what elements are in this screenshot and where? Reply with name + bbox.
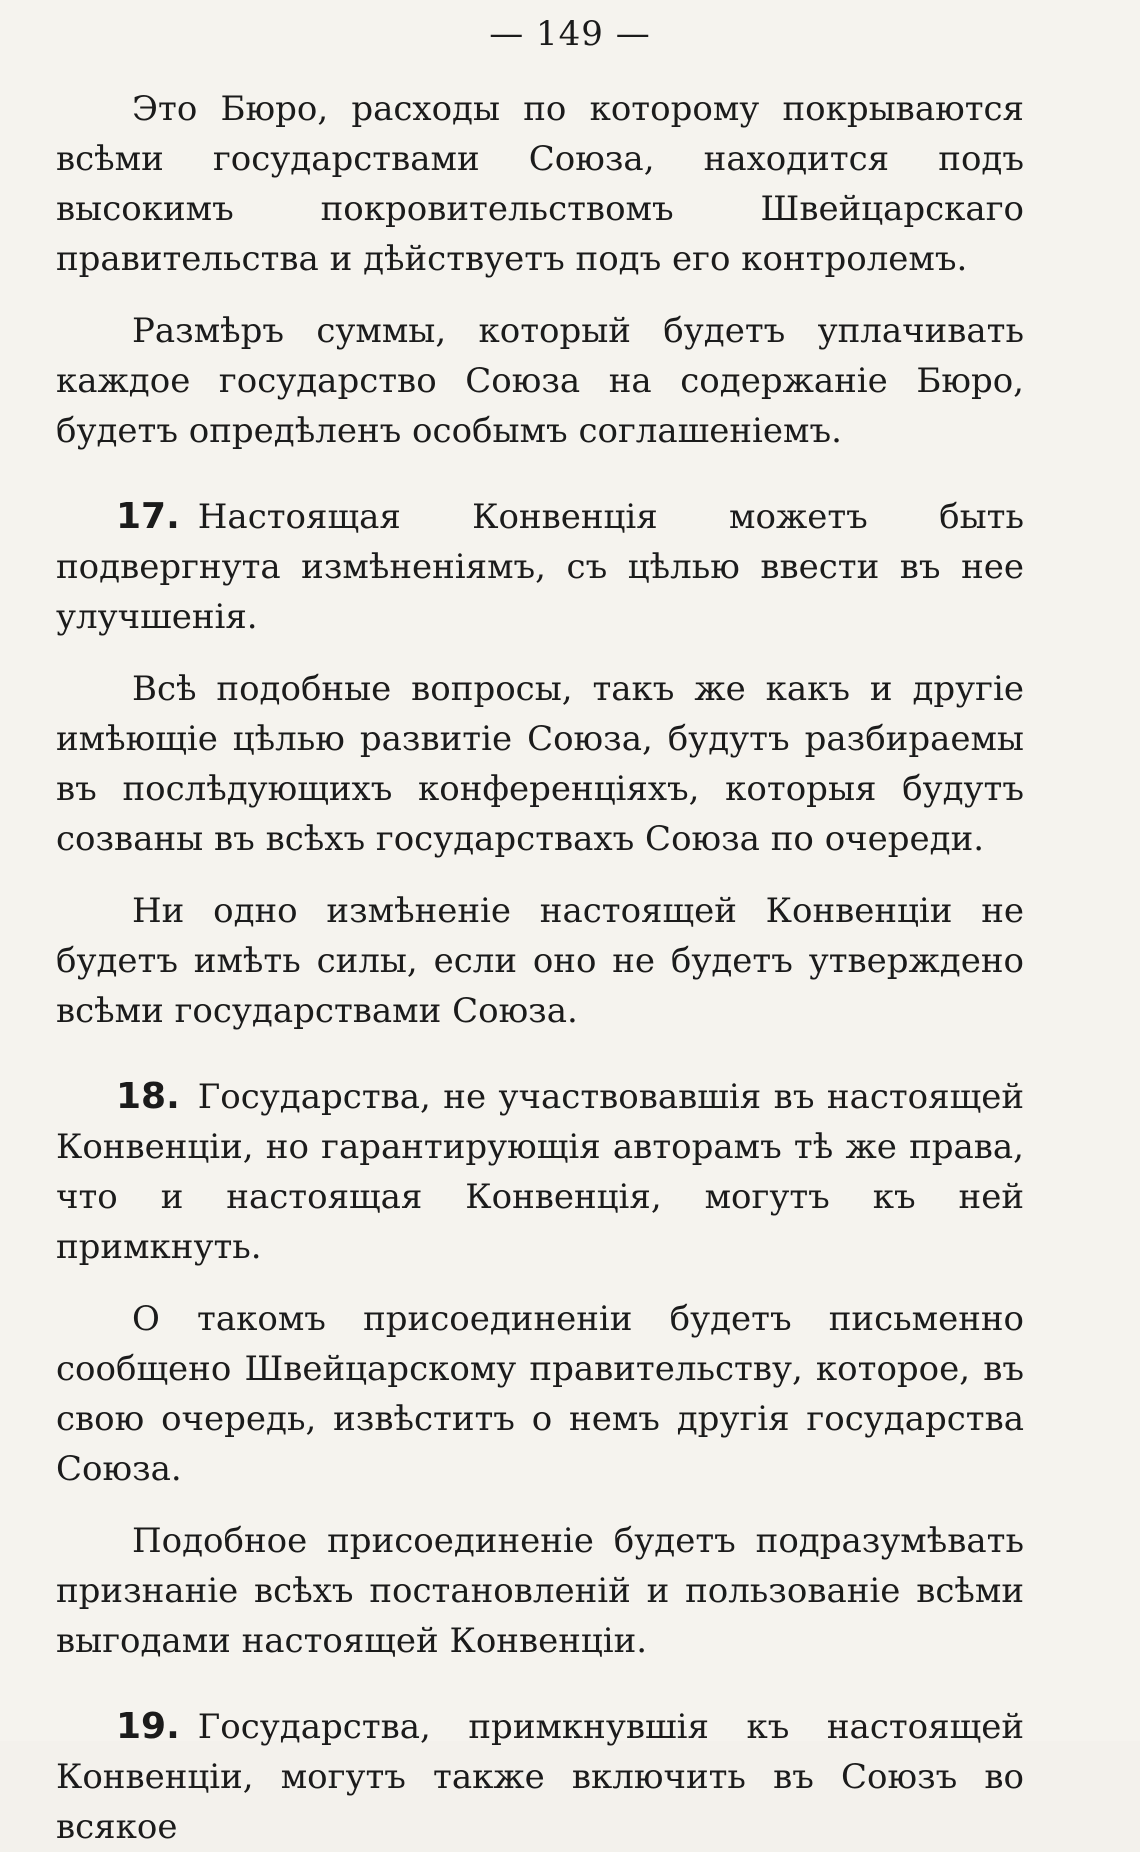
article-number: 18.: [116, 1076, 180, 1117]
article-number: 19.: [116, 1706, 180, 1747]
article-18: [56, 1072, 1024, 1272]
article-19: [56, 1702, 1024, 1852]
paragraph-bureau-contribution: Размѣръ суммы, который будетъ уплачивать каждое государство Союза на содержаніе Бюро, будетъ опредѣленъ особымъ соглашеніемъ.: [56, 311, 1024, 451]
article-18-paragraph: О такомъ присоединеніи будетъ письменно сообщено Швейцарскому правительству, которое, въ свою очередь, извѣститъ о немъ другія государства Союза.: [56, 1299, 1024, 1489]
article-text: Государства, примкнувшія къ настоящей Конвенціи, могутъ также включить въ Союзъ во всякое: [56, 1707, 1024, 1847]
paragraph-bureau-expenses: Это Бюро, расходы по которому покрываются всѣми государствами Союза, находится подъ высокимъ покровительствомъ Швейцарскаго правительства и дѣйствуетъ подъ его контролемъ.: [56, 89, 1024, 279]
article-number: 17.: [116, 496, 180, 537]
article-17-paragraph: Ни одно измѣненіе настоящей Конвенціи не будетъ имѣть силы, если оно не будетъ утверждено всѣми государствами Союза.: [56, 891, 1024, 1031]
page-number: — 149 —: [489, 14, 651, 54]
article-17-paragraph: Всѣ подобные вопросы, такъ же какъ и другіе имѣющіе цѣлью развитіе Союза, будутъ разбираемы въ послѣдующихъ конференціяхъ, которыя будутъ созваны въ всѣхъ государствахъ Союза по очереди.: [56, 669, 1024, 859]
article-text: Государства, не участвовавшія въ настоящей Конвенціи, но гарантирующія авторамъ тѣ же права, что и настоящая Конвенція, могутъ къ ней примкнуть.: [56, 1077, 1024, 1267]
article-18-paragraph: Подобное присоединеніе будетъ подразумѣвать признаніе всѣхъ постановленій и пользованіе всѣми выгодами настоящей Конвенціи.: [56, 1521, 1024, 1661]
article-17: [56, 492, 1024, 642]
article-text: Настоящая Конвенція можетъ быть подвергнута измѣненіямъ, съ цѣлью ввести въ нее улучшенія.: [56, 497, 1024, 637]
page-body: [56, 84, 1024, 1852]
